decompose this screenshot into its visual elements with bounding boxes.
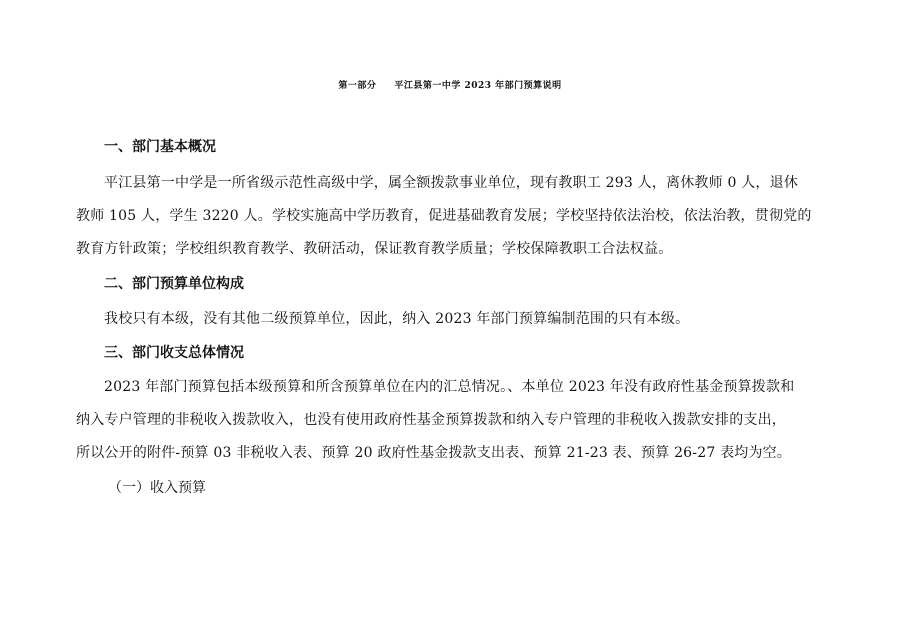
section-heading-units: 二、部门预算单位构成 (104, 276, 244, 292)
section-heading-summary: 三、部门收支总体情况 (104, 345, 244, 361)
paragraph-line: 教师 105 人，学生 3220 人。学校实施高中学历教育，促进基础教育发展；学校坚持依法治校，依法治教，贯彻党的 (76, 208, 812, 224)
paragraph-line: 纳入专户管理的非税收入拨款收入，也没有使用政府性基金预算拨款和纳入专户管理的非税收入拨款安排的支出， (76, 412, 786, 428)
subsection-heading-income: （一）收入预算 (108, 480, 206, 496)
title-name: 平江县第一中学 2023 年部门预算说明 (394, 81, 562, 91)
paragraph-line: 2023 年部门预算包括本级预算和所含预算单位在内的汇总情况。、本单位 2023 年没有政府性基金预算拨款和 (104, 379, 795, 395)
paragraph-line: 所以公开的附件-预算 03 非税收入表、预算 20 政府性基金拨款支出表、预算 21-23 表、预算 26-27 表均为空。 (76, 445, 792, 461)
paragraph-line: 平江县第一中学是一所省级示范性高级中学，属全额拨款事业单位，现有教职工 293 人，离休教师 0 人，退休 (104, 175, 799, 191)
section-heading-overview: 一、部门基本概况 (104, 139, 216, 155)
paragraph-line: 教育方针政策；学校组织教育教学、教研活动，保证教育教学质量；学校保障教职工合法权益。 (76, 241, 673, 257)
paragraph-line: 我校只有本级，没有其他二级预算单位，因此，纳入 2023 年部门预算编制范围的只有本级。 (104, 311, 690, 327)
page-title (0, 78, 900, 91)
title-part: 第一部分 (338, 81, 377, 91)
